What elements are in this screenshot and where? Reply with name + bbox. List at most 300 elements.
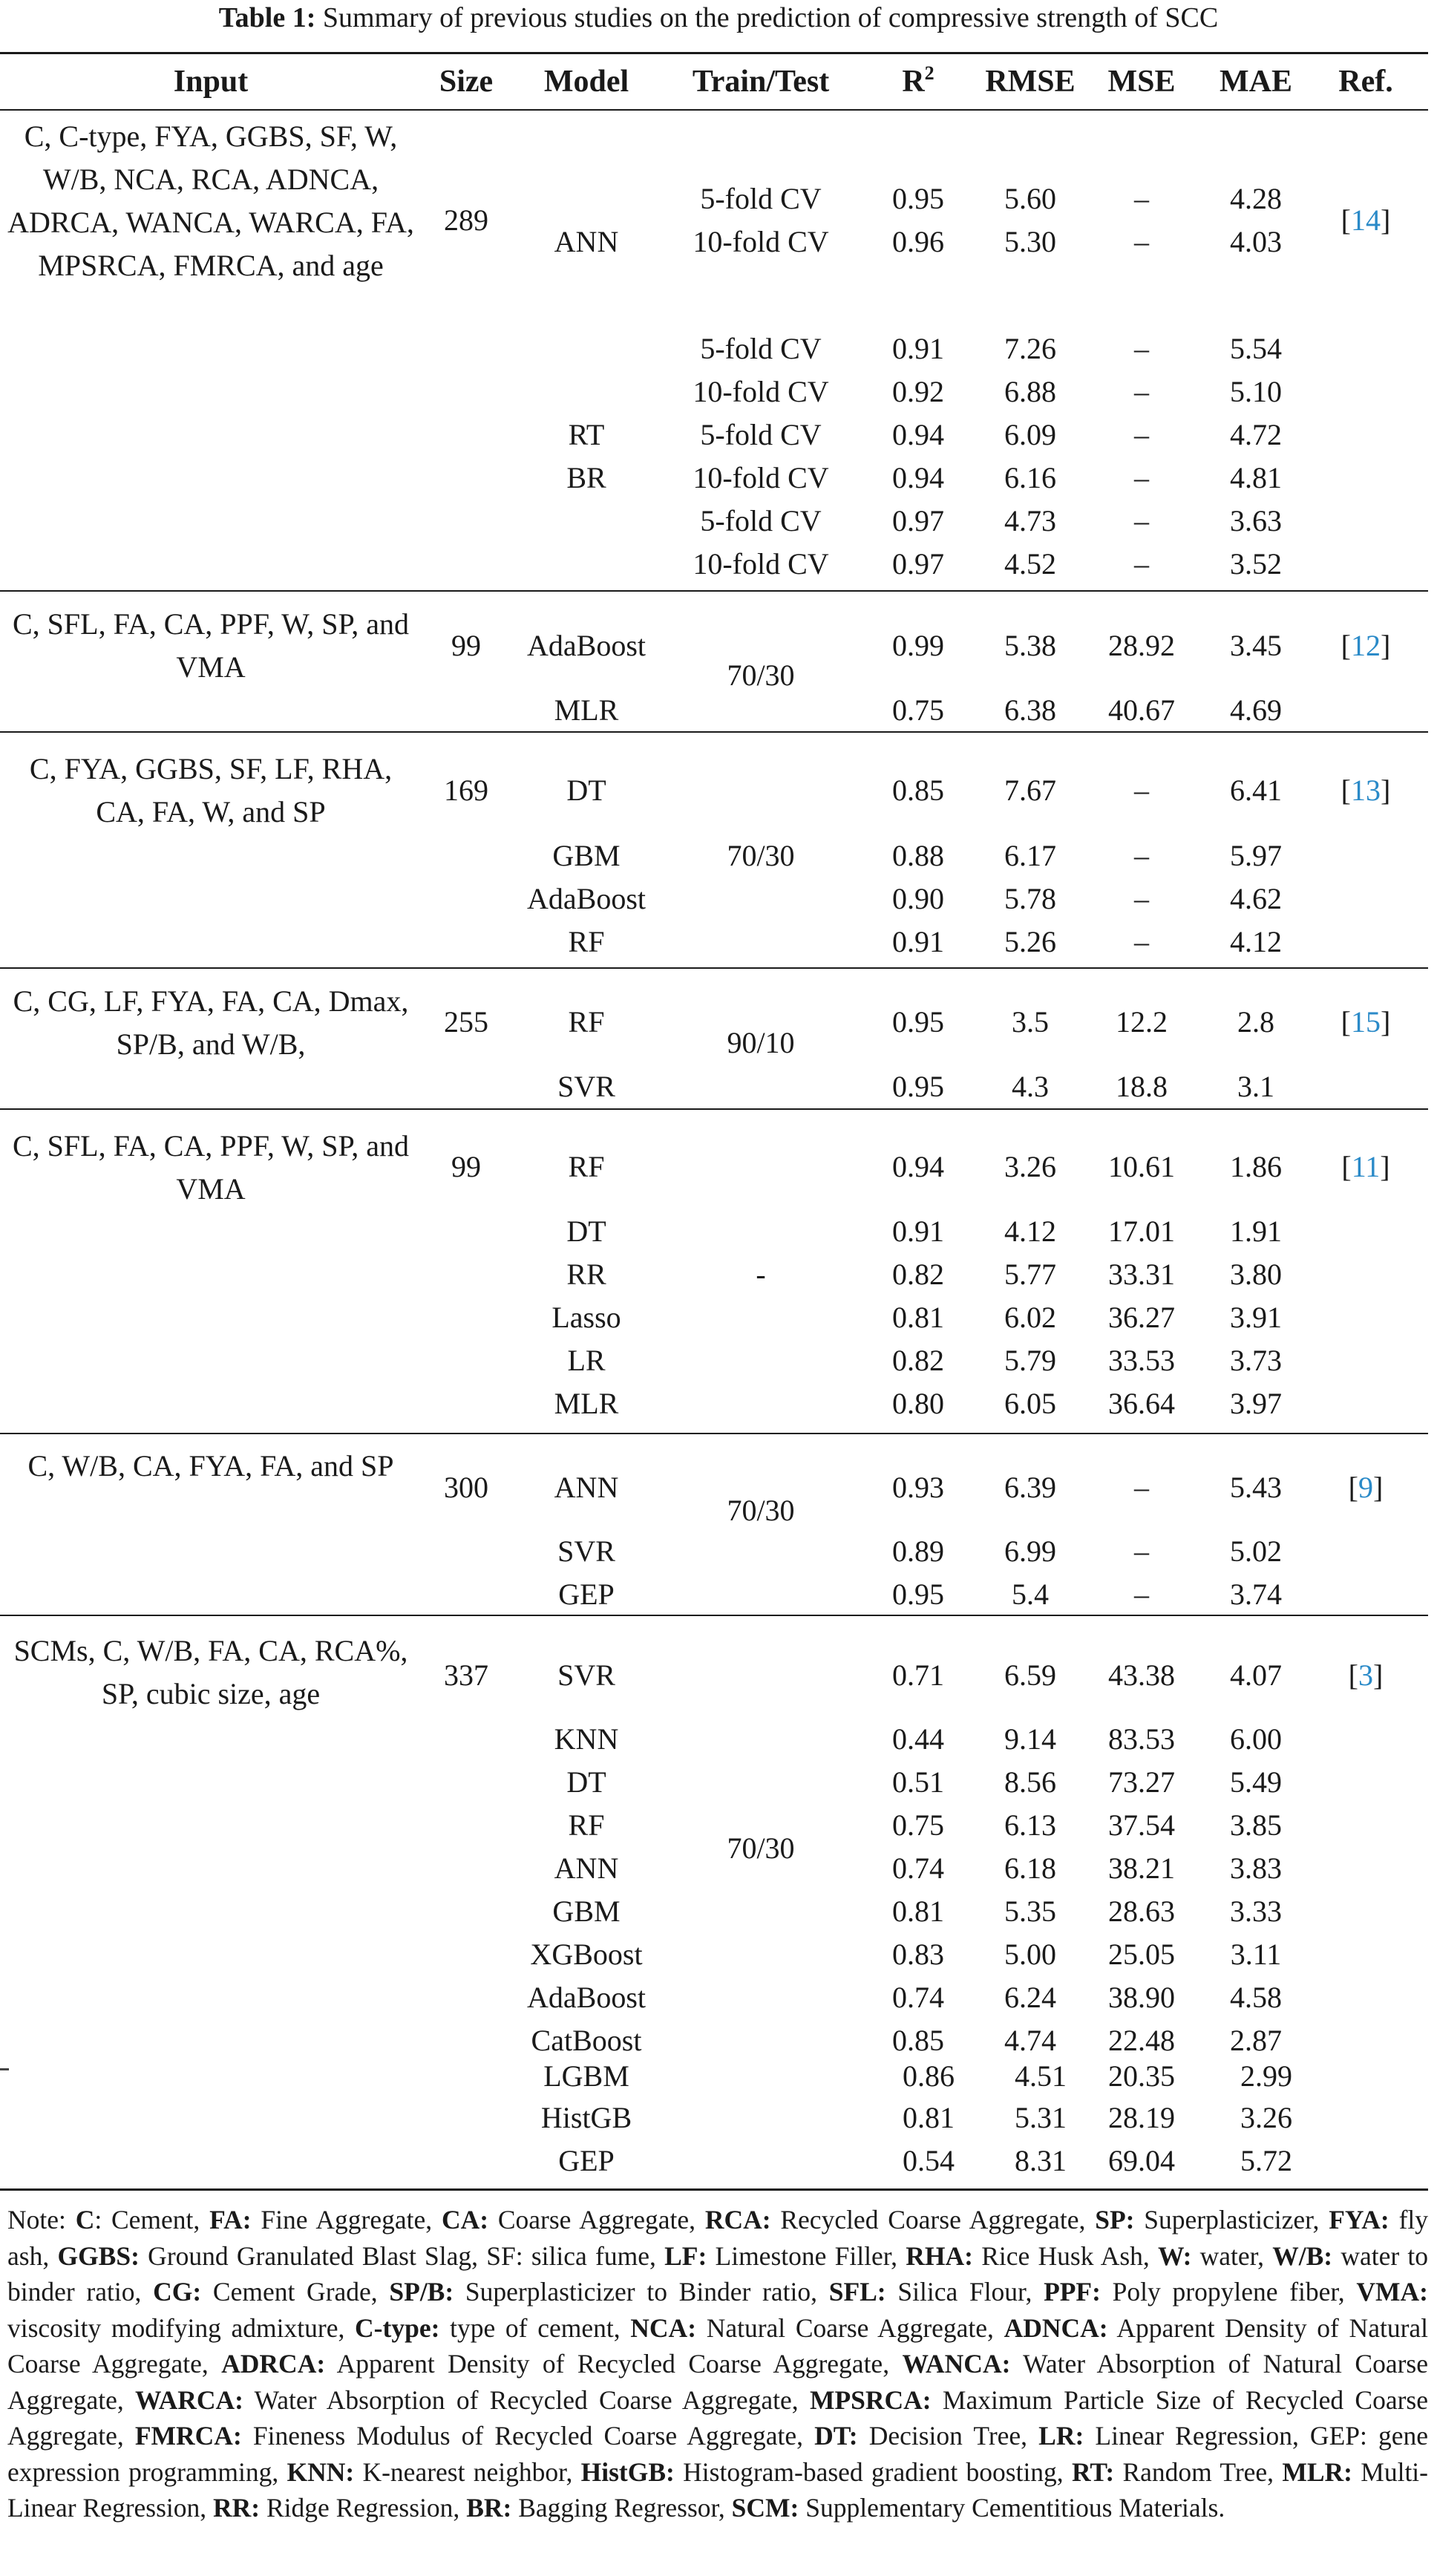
abbreviation: RT: — [1071, 2456, 1115, 2487]
model-name: LR — [567, 1344, 606, 1377]
mae-value: 3.91 — [1230, 1301, 1282, 1334]
definition-text: Water Absorption of Natural Coarse Aggregate, — [7, 2349, 1428, 2415]
table-rule — [0, 1433, 1428, 1434]
rmse-value: 4.12 — [1004, 1215, 1056, 1248]
r2-value: 0.89 — [892, 1534, 944, 1568]
train-test-split: 5-fold CV — [700, 182, 822, 215]
mae-value: 5.97 — [1230, 839, 1282, 872]
r2-value: 0.74 — [892, 1851, 944, 1885]
model-name: BR — [566, 461, 606, 494]
input-variables: C, W/B, CA, FYA, FA, and SP — [27, 1449, 394, 1482]
model-name: GBM — [552, 839, 621, 872]
train-test-split: 10-fold CV — [693, 547, 829, 581]
rmse-value: 9.14 — [1004, 1722, 1056, 1756]
input-variables: C, FYA, GGBS, SF, LF, RHA, CA, FA, W, and SP — [29, 752, 393, 828]
r2-value: 0.75 — [892, 693, 944, 727]
model-name: ANN — [554, 225, 619, 258]
definition-text: Apparent Density of Natural Coarse Aggregate, — [7, 2312, 1429, 2379]
header-model: Model — [543, 65, 629, 99]
abbreviation: NCA: — [630, 2312, 697, 2343]
mse-value: 12.2 — [1116, 1005, 1168, 1039]
train-test-split: - — [756, 1258, 766, 1291]
r2-value: 0.96 — [892, 225, 944, 258]
abbreviation: GGBS: — [57, 2240, 140, 2271]
abbreviation: WARCA: — [135, 2384, 243, 2415]
abbreviation: ADRCA: — [221, 2349, 326, 2379]
rmse-value: 6.09 — [1004, 418, 1056, 451]
mse-value: 33.53 — [1108, 1344, 1175, 1377]
rmse-value: 5.38 — [1004, 629, 1056, 662]
header-ref: Ref. — [1338, 65, 1393, 99]
mae-value: 2.87 — [1230, 2024, 1282, 2057]
r2-value: 0.51 — [892, 1765, 944, 1799]
abbreviation: SFL: — [828, 2277, 886, 2307]
mse-value: – — [1134, 1534, 1149, 1568]
r2-value: 0.82 — [892, 1258, 944, 1291]
abbreviation: FMRCA: — [134, 2421, 242, 2451]
header-rmse: RMSE — [985, 65, 1076, 99]
rmse-value: 6.13 — [1004, 1808, 1056, 1842]
reference-cell: [9] — [1348, 1471, 1384, 1504]
definition-text: Water Absorption of Recycled Coarse Aggregate, — [243, 2384, 810, 2415]
definition-text: : Cement, — [94, 2205, 210, 2235]
train-test-split: 5-fold CV — [700, 332, 822, 365]
mae-value: 3.85 — [1230, 1808, 1282, 1842]
mse-value: 28.63 — [1108, 1895, 1175, 1928]
abbreviation: VMA: — [1356, 2277, 1429, 2307]
r2-value: 0.91 — [892, 1215, 944, 1248]
header-r2: $R^2$ — [902, 62, 934, 99]
train-test-split: 10-fold CV — [693, 375, 829, 408]
r2-value: 0.91 — [892, 332, 944, 365]
abbreviation: C-type: — [355, 2312, 440, 2343]
abbreviation: CA: — [441, 2205, 489, 2235]
mae-value: 5.49 — [1230, 1765, 1282, 1799]
definition-text: Poly propylene fiber, — [1100, 2277, 1357, 2307]
definition-text: Silica Flour, — [886, 2277, 1044, 2307]
mse-value: 25.05 — [1108, 1938, 1175, 1971]
rmse-value: 7.26 — [1004, 332, 1056, 365]
rmse-value: 5.60 — [1004, 182, 1056, 215]
mse-value: – — [1134, 182, 1149, 215]
reference-cell: [15] — [1341, 1005, 1391, 1039]
definition-text: Supplementary Cementitious Materials. — [799, 2493, 1225, 2523]
input-variables: C, SFL, FA, CA, PPF, W, SP, and VMA — [12, 1129, 410, 1206]
abbreviation: MLR: — [1282, 2456, 1352, 2487]
abbreviation: W: — [1158, 2240, 1192, 2271]
definition-text: K-nearest neighbor, — [354, 2456, 581, 2487]
rmse-value: 5.31 — [1015, 2101, 1067, 2134]
mae-value: 2.99 — [1240, 2059, 1292, 2093]
mse-value: 17.01 — [1108, 1215, 1175, 1248]
definition-text: Cement Grade, — [201, 2277, 390, 2307]
train-test-split: 70/30 — [727, 658, 795, 692]
header-mse: MSE — [1107, 65, 1176, 99]
mse-value: – — [1134, 461, 1149, 494]
r2-value: 0.92 — [892, 375, 944, 408]
model-name: MLR — [554, 693, 619, 727]
definition-text: Bagging Regressor, — [511, 2493, 732, 2523]
reference-cell: [3] — [1348, 1658, 1384, 1692]
mae-value: 5.10 — [1230, 375, 1282, 408]
mae-value: 4.69 — [1230, 693, 1282, 727]
train-test-split: 5-fold CV — [700, 418, 822, 451]
rmse-value: 4.73 — [1004, 504, 1056, 537]
header-superscript: 2 — [924, 62, 934, 84]
mse-value: – — [1134, 375, 1149, 408]
definition-text: Natural Coarse Aggregate, — [696, 2312, 1004, 2343]
model-name: SVR — [557, 1534, 615, 1568]
definition-text: Linear Regression, GEP: gene expression programming, — [7, 2421, 1428, 2487]
rmse-value: 6.18 — [1004, 1851, 1056, 1885]
model-name: KNN — [554, 1722, 619, 1756]
mse-value: – — [1134, 225, 1149, 258]
mae-value: 4.72 — [1230, 418, 1282, 451]
mse-value: – — [1134, 925, 1149, 958]
mae-value: 4.62 — [1230, 882, 1282, 915]
definition-text: Fine Aggregate, — [251, 2205, 442, 2235]
reference-link[interactable]: 12 — [1351, 629, 1381, 662]
rmse-value: 6.16 — [1004, 461, 1056, 494]
r2-value: 0.54 — [903, 2144, 955, 2177]
table-rule — [0, 2188, 1428, 2191]
table-rule — [0, 731, 1428, 733]
dataset-size: 169 — [444, 774, 488, 807]
model-name: HistGB — [540, 2101, 632, 2134]
mse-value: – — [1134, 332, 1149, 365]
train-test-split: 10-fold CV — [693, 461, 829, 494]
r2-value: 0.91 — [892, 925, 944, 958]
mse-value: 28.92 — [1108, 629, 1175, 662]
model-name: GEP — [558, 1578, 615, 1611]
mse-value: 38.21 — [1108, 1851, 1175, 1885]
mse-value: 69.04 — [1108, 2144, 1175, 2177]
mse-value: 33.31 — [1108, 1258, 1175, 1291]
reference-cell: [12] — [1341, 629, 1391, 662]
model-name: SVR — [557, 1658, 615, 1692]
model-name: AdaBoost — [527, 629, 646, 662]
rmse-value: 7.67 — [1004, 774, 1056, 807]
definition-text: Decision Tree, — [857, 2421, 1039, 2451]
header-mae: MAE — [1220, 65, 1292, 99]
table-rule — [0, 52, 1428, 54]
rmse-value: 6.05 — [1004, 1387, 1056, 1420]
rmse-value: 8.56 — [1004, 1765, 1056, 1799]
mse-value: – — [1134, 882, 1149, 915]
definition-text: water to binder ratio, — [7, 2240, 1429, 2307]
train-test-split: 70/30 — [727, 839, 795, 872]
r2-value: 0.81 — [892, 1895, 944, 1928]
abbreviation: W/B: — [1272, 2240, 1333, 2271]
reference-link[interactable]: 14 — [1351, 203, 1381, 237]
abbreviation: RHA: — [906, 2240, 973, 2271]
definition-text: water, — [1191, 2240, 1273, 2271]
r2-value: 0.95 — [892, 1070, 944, 1103]
table-rule — [0, 590, 1428, 592]
mae-value: 3.11 — [1230, 1938, 1282, 1971]
reference-link[interactable]: 13 — [1351, 774, 1381, 807]
mae-value: 3.33 — [1230, 1895, 1282, 1928]
r2-value: 0.94 — [892, 461, 944, 494]
r2-value: 0.81 — [892, 1301, 944, 1334]
train-test-split: 10-fold CV — [693, 225, 829, 258]
train-test-split: 5-fold CV — [700, 504, 822, 537]
mae-value: 4.12 — [1230, 925, 1282, 958]
model-name: ANN — [554, 1471, 619, 1504]
reference-link[interactable]: 11 — [1351, 1150, 1381, 1183]
model-name: RF — [568, 1005, 605, 1039]
definition-text: Histogram-based gradient boosting, — [674, 2456, 1072, 2487]
rmse-value: 6.38 — [1004, 693, 1056, 727]
definition-text: fly ash, — [7, 2205, 1429, 2271]
mae-value: 3.45 — [1230, 629, 1282, 662]
definition-text: type of cement, — [439, 2312, 631, 2343]
mae-value: 1.91 — [1230, 1215, 1282, 1248]
abbreviation: KNN: — [287, 2456, 355, 2487]
dataset-size: 255 — [444, 1005, 488, 1039]
definition-text: Rice Husk Ash, — [972, 2240, 1159, 2271]
abbreviation: LF: — [664, 2240, 707, 2271]
rmse-value: 4.3 — [1012, 1070, 1049, 1103]
abbreviation: SP: — [1095, 2205, 1135, 2235]
input-variables: C, C-type, FYA, GGBS, SF, W, W/B, NCA, RCA, ADNCA, ADRCA, WANCA, WARCA, FA, MPSRCA, FMRCA, and age — [7, 120, 414, 282]
abbreviation: SCM: — [731, 2493, 799, 2523]
mse-value: 36.27 — [1108, 1301, 1175, 1334]
mse-value: 43.38 — [1108, 1658, 1175, 1692]
r2-value: 0.95 — [892, 1578, 944, 1611]
model-name: DT — [566, 1765, 606, 1799]
rmse-value: 6.99 — [1004, 1534, 1056, 1568]
header-input: Input — [173, 65, 249, 99]
model-name: CatBoost — [531, 2024, 642, 2057]
r2-value: 0.81 — [903, 2101, 955, 2134]
definition-text: Limestone Filler, — [707, 2240, 906, 2271]
r2-value: 0.44 — [892, 1722, 944, 1756]
rmse-value: 3.26 — [1004, 1150, 1056, 1183]
r2-value: 0.85 — [892, 774, 944, 807]
mse-value: 10.61 — [1108, 1150, 1175, 1183]
mae-value: 3.52 — [1230, 547, 1282, 581]
mae-value: 4.07 — [1230, 1658, 1282, 1692]
table-note — [7, 2202, 1428, 2526]
mae-value: 4.28 — [1230, 182, 1282, 215]
r2-value: 0.74 — [892, 1981, 944, 2014]
abbreviation: C — [75, 2205, 95, 2235]
mae-value: 6.41 — [1230, 774, 1282, 807]
rmse-value: 3.5 — [1012, 1005, 1049, 1039]
model-name: DT — [566, 774, 606, 807]
definition-text: Maximum Particle Size of Recycled Coarse Aggregate, — [7, 2384, 1428, 2451]
abbreviation: PPF: — [1044, 2277, 1101, 2307]
abbreviation: RR: — [213, 2493, 261, 2523]
r2-value: 0.83 — [892, 1938, 944, 1971]
reference-link[interactable]: 3 — [1358, 1658, 1373, 1692]
r2-value: 0.93 — [892, 1471, 944, 1504]
mae-value: 3.1 — [1237, 1070, 1274, 1103]
rmse-value: 5.35 — [1004, 1895, 1056, 1928]
abbreviation: FA: — [209, 2205, 252, 2235]
r2-value: 0.82 — [892, 1344, 944, 1377]
abbreviation: DT: — [814, 2421, 858, 2451]
mse-value: 83.53 — [1108, 1722, 1175, 1756]
model-name: ANN — [554, 1851, 619, 1885]
mse-value: 73.27 — [1108, 1765, 1175, 1799]
rmse-value: 4.74 — [1004, 2024, 1056, 2057]
mse-value: 22.48 — [1108, 2024, 1175, 2057]
model-name: RF — [568, 1808, 605, 1842]
caption-label: Table 1: — [218, 2, 316, 33]
table-caption — [0, 1, 1437, 34]
r2-value: 0.80 — [892, 1387, 944, 1420]
rmse-value: 6.59 — [1004, 1658, 1056, 1692]
mae-value: 3.80 — [1230, 1258, 1282, 1291]
rmse-value: 5.77 — [1004, 1258, 1056, 1291]
abbreviation: CG: — [153, 2277, 202, 2307]
rmse-value: 6.02 — [1004, 1301, 1056, 1334]
train-test-split: 70/30 — [727, 1494, 795, 1527]
model-name: Lasso — [551, 1301, 621, 1334]
mse-value: 38.90 — [1108, 1981, 1175, 2014]
abbreviation: LR: — [1038, 2421, 1084, 2451]
reference-link[interactable]: 9 — [1358, 1471, 1373, 1504]
definition-text: Ridge Regression, — [260, 2493, 467, 2523]
model-name: AdaBoost — [527, 882, 646, 915]
model-name: RF — [568, 925, 605, 958]
mse-value: 40.67 — [1108, 693, 1175, 727]
definition-text: Superplasticizer to Binder ratio, — [454, 2277, 829, 2307]
r2-value: 0.71 — [892, 1658, 944, 1692]
reference-cell: [11] — [1341, 1150, 1390, 1183]
table-rule — [0, 967, 1428, 969]
dataset-size: 99 — [451, 629, 481, 662]
rmse-value: 5.30 — [1004, 225, 1056, 258]
model-name: AdaBoost — [527, 1981, 646, 2014]
rmse-value: 8.31 — [1015, 2144, 1067, 2177]
definition-text: Apparent Density of Recycled Coarse Aggregate, — [325, 2349, 903, 2379]
mae-value: 3.74 — [1230, 1578, 1282, 1611]
model-name: DT — [566, 1215, 606, 1248]
rmse-value: 5.00 — [1004, 1938, 1056, 1971]
r2-value: 0.88 — [892, 839, 944, 872]
dataset-size: 337 — [444, 1658, 488, 1692]
r2-value: 0.75 — [892, 1808, 944, 1842]
caption-text: Summary of previous studies on the prediction of compressive strength of SCC — [322, 2, 1219, 33]
abbreviation: ADNCA: — [1004, 2312, 1108, 2343]
definition-text: Recycled Coarse Aggregate, — [770, 2205, 1096, 2235]
r2-value: 0.85 — [892, 2024, 944, 2057]
rmse-value: 6.24 — [1004, 1981, 1056, 2014]
definition-text: Random Tree, — [1114, 2456, 1283, 2487]
model-name: SVR — [557, 1070, 615, 1103]
dataset-size: 300 — [444, 1471, 488, 1504]
rmse-value: 4.52 — [1004, 547, 1056, 581]
mae-value: 5.43 — [1230, 1471, 1282, 1504]
mae-value: 3.63 — [1230, 504, 1282, 537]
reference-cell: [13] — [1341, 774, 1391, 807]
mae-value: 2.8 — [1237, 1005, 1274, 1039]
rmse-value: 5.78 — [1004, 882, 1056, 915]
definition-text: Ground Granulated Blast Slag, SF: silica fume, — [139, 2240, 665, 2271]
mae-value: 5.02 — [1230, 1534, 1282, 1568]
rmse-value: 4.51 — [1015, 2059, 1067, 2093]
mae-value: 3.26 — [1240, 2101, 1292, 2134]
mae-value: 4.81 — [1230, 461, 1282, 494]
input-variables: SCMs, C, W/B, FA, CA, RCA%, SP, cubic size, age — [13, 1634, 408, 1710]
rmse-value: 6.39 — [1004, 1471, 1056, 1504]
rmse-value: 6.17 — [1004, 839, 1056, 872]
abbreviation: RCA: — [704, 2205, 771, 2235]
r2-value: 0.95 — [892, 182, 944, 215]
abbreviation: BR: — [466, 2493, 512, 2523]
table-rule — [0, 1615, 1428, 1616]
abbreviation: FYA: — [1329, 2205, 1389, 2235]
mse-value: 28.19 — [1108, 2101, 1175, 2134]
model-name: RR — [566, 1258, 606, 1291]
r2-value: 0.86 — [903, 2059, 955, 2093]
model-name: MLR — [554, 1387, 619, 1420]
reference-cell: [14] — [1341, 203, 1391, 237]
r2-value: 0.99 — [892, 629, 944, 662]
mse-value: 37.54 — [1108, 1808, 1175, 1842]
definition-text: Multi-Linear Regression, — [7, 2456, 1428, 2523]
input-variables: C, SFL, FA, CA, PPF, W, SP, and VMA — [12, 607, 410, 684]
train-test-split: 70/30 — [727, 1831, 795, 1865]
mse-value: – — [1134, 1578, 1149, 1611]
mse-value: 36.64 — [1108, 1387, 1175, 1420]
mae-value: 3.73 — [1230, 1344, 1282, 1377]
r2-value: 0.95 — [892, 1005, 944, 1039]
definition-text: Superplasticizer, — [1134, 2205, 1329, 2235]
r2-value: 0.94 — [892, 1150, 944, 1183]
train-test-split: 90/10 — [727, 1026, 795, 1059]
r2-value: 0.97 — [892, 504, 944, 537]
model-name: RT — [568, 418, 605, 451]
mse-value: – — [1134, 504, 1149, 537]
model-name: XGBoost — [530, 1938, 643, 1971]
definition-text: Coarse Aggregate, — [488, 2205, 705, 2235]
mae-value: 3.97 — [1230, 1387, 1282, 1420]
mae-value: 5.54 — [1230, 332, 1282, 365]
r2-value: 0.94 — [892, 418, 944, 451]
rmse-value: 5.26 — [1004, 925, 1056, 958]
abbreviation: SP/B: — [389, 2277, 454, 2307]
mae-value: 6.00 — [1230, 1722, 1282, 1756]
margin-mark — [0, 2068, 9, 2070]
mse-value: – — [1134, 839, 1149, 872]
mae-value: 5.72 — [1240, 2144, 1292, 2177]
mse-value: 20.35 — [1108, 2059, 1175, 2093]
input-variables: C, CG, LF, FYA, FA, CA, Dmax, SP/B, and W/B, — [13, 984, 409, 1061]
r2-value: 0.90 — [892, 882, 944, 915]
definition-text: viscosity modifying admixture, — [7, 2312, 356, 2343]
mae-value: 3.83 — [1230, 1851, 1282, 1885]
rmse-value: 5.4 — [1012, 1578, 1049, 1611]
table-rule — [0, 109, 1428, 111]
dataset-size: 289 — [444, 203, 488, 237]
rmse-value: 5.79 — [1004, 1344, 1056, 1377]
abbreviation: MPSRCA: — [809, 2384, 932, 2415]
header-size: Size — [439, 65, 494, 99]
dataset-size: 99 — [451, 1150, 481, 1183]
mse-value: – — [1134, 774, 1149, 807]
mse-value: – — [1134, 418, 1149, 451]
mse-value: 18.8 — [1116, 1070, 1168, 1103]
mae-value: 1.86 — [1230, 1150, 1282, 1183]
r2-value: 0.97 — [892, 547, 944, 581]
abbreviation: HistGB: — [580, 2456, 675, 2487]
model-name: RF — [568, 1150, 605, 1183]
reference-link[interactable]: 15 — [1351, 1005, 1381, 1039]
